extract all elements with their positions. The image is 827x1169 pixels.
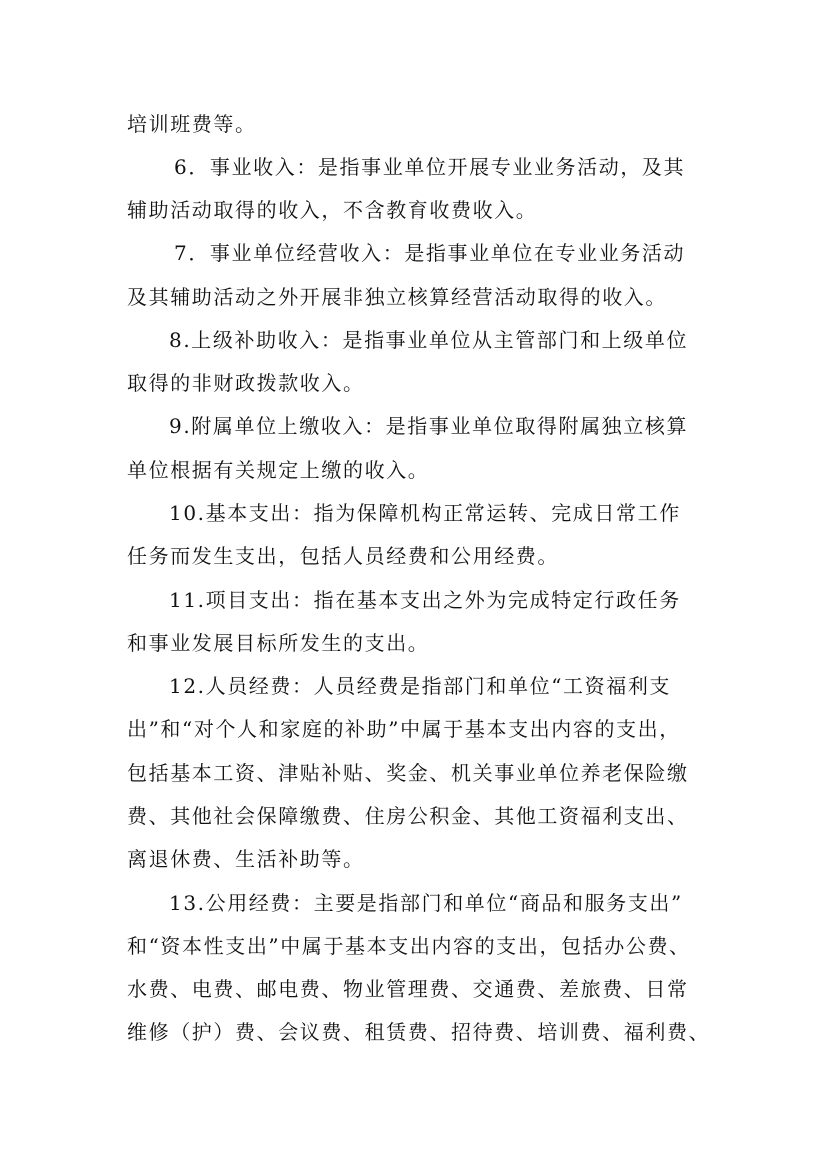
text-line: 7．事业单位经营收入：是指事业单位在专业业务活动 xyxy=(174,241,686,265)
text-line: 培训班费等。 xyxy=(127,112,257,136)
text-line: 取得的非财政拨款收入。 xyxy=(127,371,365,395)
text-line: 13.公用经费：主要是指部门和单位“商品和服务支出” xyxy=(169,891,683,915)
text-line: 辅助活动取得的收入，不含教育收费收入。 xyxy=(127,198,538,222)
text-line: 水费、电费、邮电费、物业管理费、交通费、差旅费、日常 xyxy=(127,977,689,1001)
text-line: 6．事业收入：是指事业单位开展专业业务活动，及其 xyxy=(174,155,686,179)
text-line: 包括基本工资、津贴补贴、奖金、机关事业单位养老保险缴 xyxy=(127,761,689,785)
text-line: 12.人员经费：人员经费是指部门和单位“工资福利支 xyxy=(169,674,672,698)
text-line: 费、其他社会保障缴费、住房公积金、其他工资福利支出、 xyxy=(127,804,689,828)
text-line: 及其辅助活动之外开展非独立核算经营活动取得的收入。 xyxy=(127,285,667,309)
text-line: 8.上级补助收入：是指事业单位从主管部门和上级单位 xyxy=(169,328,689,352)
text-line: 和“资本性支出”中属于基本支出内容的支出，包括办公费、 xyxy=(127,934,691,958)
text-line: 11.项目支出：指在基本支出之外为完成特定行政任务 xyxy=(169,588,681,612)
text-line: 单位根据有关规定上缴的收入。 xyxy=(127,458,430,482)
text-line: 离退休费、生活补助等。 xyxy=(127,847,365,871)
text-line: 出”和“对个人和家庭的补助”中属于基本支出内容的支出， xyxy=(127,717,681,741)
text-line: 任务而发生支出，包括人员经费和公用经费。 xyxy=(127,544,559,568)
text-line: 维修（护）费、会议费、租赁费、招待费、培训费、福利费、 xyxy=(127,1020,711,1044)
text-line: 10.基本支出：指为保障机构正常运转、完成日常工作 xyxy=(169,501,681,525)
text-line: 和事业发展目标所发生的支出。 xyxy=(127,631,430,655)
text-line: 9.附属单位上缴收入：是指事业单位取得附属独立核算 xyxy=(169,414,689,438)
